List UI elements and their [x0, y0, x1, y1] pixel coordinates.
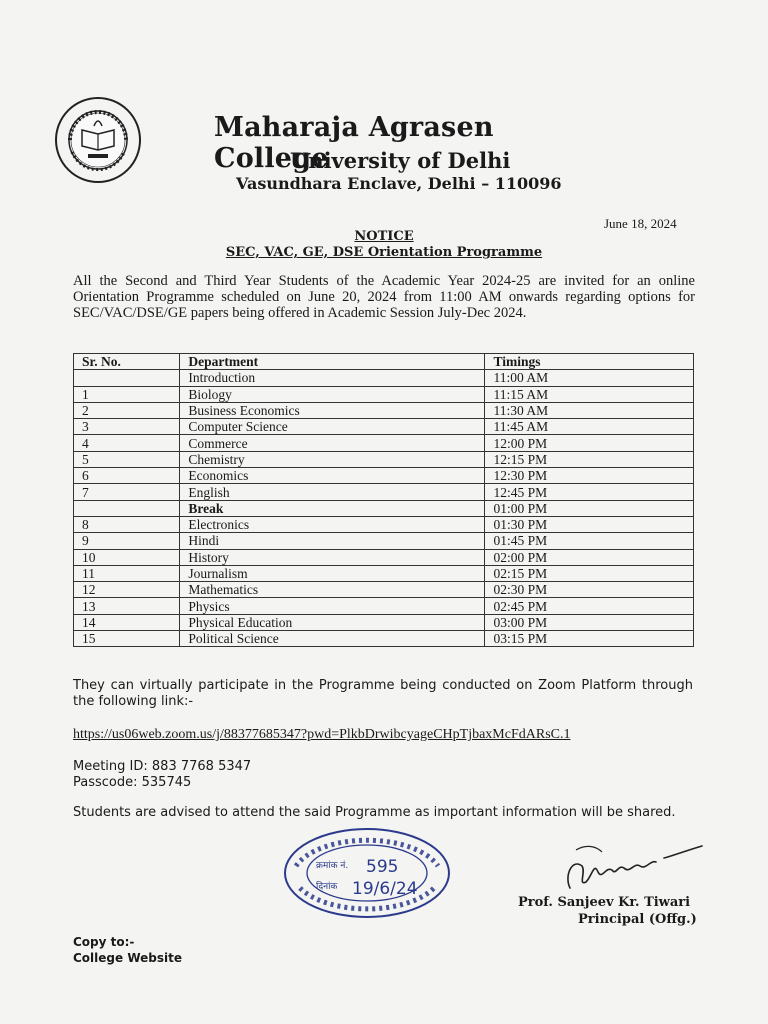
sr-no-cell: 2 [74, 402, 180, 418]
table-row [74, 549, 694, 565]
notice-intro: All the Second and Third Year Students of the Academic Year 2024-25 are invited for an online Orientation Programme scheduled on June 20, 2024 from 11:00 AM onwards regarding options for SEC/VAC/DSE/GE papers being offered in Academic Session July-Dec 2024. [73, 273, 695, 321]
timing-cell: 12:15 PM [485, 451, 694, 467]
timing-cell: 03:15 PM [485, 631, 694, 647]
table-row [74, 598, 694, 614]
signatory-name: Prof. Sanjeev Kr. Tiwari [518, 895, 691, 910]
university-name: University of Delhi [290, 148, 511, 173]
table-row [74, 370, 694, 386]
sr-no-cell: 11 [74, 565, 180, 581]
table-row [74, 419, 694, 435]
stamp-number: 595 [366, 857, 399, 877]
timing-cell: 11:15 AM [485, 386, 694, 402]
table-row [74, 582, 694, 598]
sr-no-cell: 9 [74, 533, 180, 549]
table-row [74, 451, 694, 467]
department-cell: Electronics [180, 516, 485, 532]
sr-no-cell: 4 [74, 435, 180, 451]
timing-cell: 12:45 PM [485, 484, 694, 500]
department-cell: Hindi [180, 533, 485, 549]
college-name: Maharaja Agrasen College [214, 112, 494, 174]
timing-cell: 11:00 AM [485, 370, 694, 386]
timing-cell: 02:45 PM [485, 598, 694, 614]
table-row [74, 614, 694, 630]
table-header-row [74, 354, 694, 370]
table-row [74, 435, 694, 451]
participate-text: They can virtually participate in the Programme being conducted on Zoom Platform through the following link:- [73, 678, 693, 709]
department-cell: Political Science [180, 631, 485, 647]
meeting-id: Meeting ID: 883 7768 5347 [73, 759, 252, 774]
department-cell: Physical Education [180, 614, 485, 630]
timing-cell: 12:30 PM [485, 468, 694, 484]
sr-no-cell: 12 [74, 582, 180, 598]
column-header-department: Department [180, 354, 485, 370]
department-cell: Journalism [180, 565, 485, 581]
meeting-details [73, 759, 251, 791]
sr-no-cell: 5 [74, 451, 180, 467]
table-row [74, 386, 694, 402]
timing-cell: 01:45 PM [485, 533, 694, 549]
timing-cell: 01:30 PM [485, 516, 694, 532]
timing-cell: 02:00 PM [485, 549, 694, 565]
sr-no-cell: 3 [74, 419, 180, 435]
table-row [74, 516, 694, 532]
table-row [74, 402, 694, 418]
timing-cell: 11:45 AM [485, 419, 694, 435]
timing-cell: 01:00 PM [485, 500, 694, 516]
department-cell: Biology [180, 386, 485, 402]
copy-to-recipient: College Website [73, 951, 182, 965]
table-row [74, 631, 694, 647]
department-cell: English [180, 484, 485, 500]
signatory-title: Principal (Offg.) [578, 912, 697, 927]
stamp-date: 19/6/24 [352, 879, 418, 899]
timing-cell: 02:15 PM [485, 565, 694, 581]
department-cell: Introduction [180, 370, 485, 386]
department-cell: Physics [180, 598, 485, 614]
sr-no-cell: 10 [74, 549, 180, 565]
receipt-stamp-icon [282, 826, 452, 920]
timing-cell: 11:30 AM [485, 402, 694, 418]
sr-no-cell: 8 [74, 516, 180, 532]
notice-label: NOTICE [354, 229, 414, 244]
table-row [74, 484, 694, 500]
department-cell: History [180, 549, 485, 565]
sr-no-cell: 7 [74, 484, 180, 500]
department-cell: Computer Science [180, 419, 485, 435]
sr-no-cell: 15 [74, 631, 180, 647]
table-row [74, 533, 694, 549]
timing-cell: 02:30 PM [485, 582, 694, 598]
table-row [74, 565, 694, 581]
table-row [74, 468, 694, 484]
sr-no-cell [74, 370, 180, 386]
department-cell: Break [180, 500, 485, 516]
department-cell: Economics [180, 468, 485, 484]
column-header-sr-no: Sr. No. [74, 354, 180, 370]
sr-no-cell: 14 [74, 614, 180, 630]
notice-date: June 18, 2024 [604, 216, 677, 231]
column-header-timings: Timings [485, 354, 694, 370]
college-address: Vasundhara Enclave, Delhi – 110096 [236, 174, 562, 193]
schedule-table [73, 353, 694, 647]
stamp-date-label: दिनांक [316, 882, 338, 892]
zoom-link[interactable]: https://us06web.zoom.us/j/88377685347?pwd=PlkbDrwibcyageCHpTjbaxMcFdARsC.1 [73, 727, 571, 742]
sr-no-cell [74, 500, 180, 516]
advisory-text: Students are advised to attend the said Programme as important information will be shared. [73, 805, 676, 820]
department-cell: Commerce [180, 435, 485, 451]
department-cell: Business Economics [180, 402, 485, 418]
table-row-break [74, 500, 694, 516]
department-cell: Mathematics [180, 582, 485, 598]
notice-subject: SEC, VAC, GE, DSE Orientation Programme [225, 245, 543, 260]
sr-no-cell: 6 [74, 468, 180, 484]
timing-cell: 12:00 PM [485, 435, 694, 451]
signature-icon [556, 836, 706, 896]
college-logo-icon [54, 96, 142, 184]
sr-no-cell: 13 [74, 598, 180, 614]
passcode: Passcode: 535745 [73, 775, 192, 790]
copy-to-label: Copy to:- [73, 935, 135, 949]
department-cell: Chemistry [180, 451, 485, 467]
timing-cell: 03:00 PM [485, 614, 694, 630]
sr-no-cell: 1 [74, 386, 180, 402]
copy-to-section [73, 934, 182, 966]
stamp-number-label: क्रमांक नं. [316, 861, 349, 871]
